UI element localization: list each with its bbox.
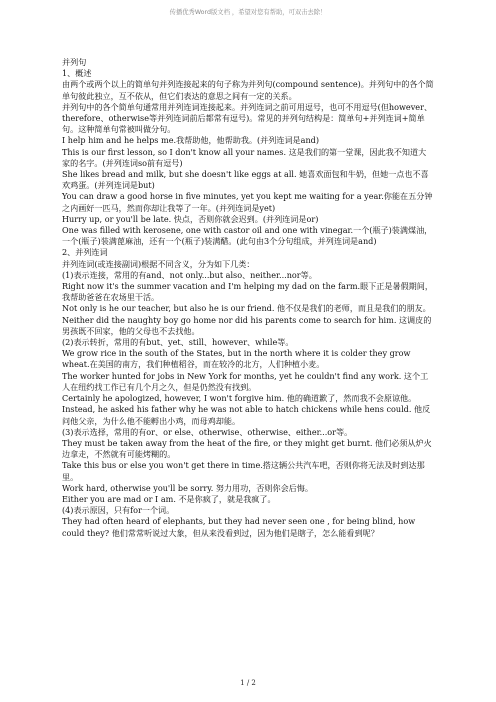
example-sentence: Work hard, otherwise you'll be sorry. 努力用功，否则你会后悔。 [62, 482, 313, 493]
paragraph: 并列连词(或连接副词)根据不同含义，分为如下几类： [62, 258, 255, 269]
subsection-heading: (3)表示选择，常用的有or、or else、otherwise、otherwise、either...or等。 [62, 426, 353, 437]
page-header-note: 传播优秀Word版文档 ，希望对您有帮助，可双击去除！ [169, 9, 327, 16]
paragraph: 并列句中的各个简单句通常用并列连词连接起来。并列连词之前可用逗号，也可不用逗号(但however、therefore、otherwise等并列连词前后都常有逗号)。常见的并列句结构是：简单句+并列连词+简单句。这种简单句常被叫做分句。 [62, 101, 433, 135]
example-sentence: Either you are mad or I am. 不是你疯了，就是我疯了。 [62, 493, 276, 504]
section-heading: 2、并列连词 [62, 247, 108, 258]
example-sentence: This is our first lesson, so I don't know all your names. 这是我们的第一堂课，因此我不知道大家的名字。(并列连词so前有逗号) [62, 146, 427, 168]
doc-title: 并列句 [62, 57, 87, 67]
example-sentence: They must be taken away from the heat of the fire, or they might get burnt. 他们必须从炉火边拿走，不然就有可能烤糊的。 [62, 437, 432, 460]
example-sentence: She likes bread and milk, but she doesn't like eggs at all. 她喜欢面包和牛奶，但她一点也不喜欢鸡蛋。(并列连词是but) [62, 169, 429, 191]
example-sentence: Not only is he our teacher, but also he is our friend. 他不仅是我们的老师，而且是我们的朋友。Neither did the naughty boy go home nor did his parents come to search for him. 这调皮的男孩既不回家，他的父母也不去找他。 [62, 303, 432, 336]
document-body [62, 57, 434, 539]
example-sentence: They had often heard of elephants, but they had never seen one , for being blind, how could they? 他们常常听说过大象，但从来没看到过，因为他们是瞎子，怎么能看到呢？ [62, 516, 416, 538]
example-sentence: Hurry up, or you'll be late. 快点，否则你就会迟到。(并列连词是or) [62, 213, 319, 224]
subsection-heading: (4)表示原因，只有for一个词。 [62, 505, 175, 516]
example-sentence: Take this bus or else you won't get there in time.搭这辆公共汽车吧，否则你将无法及时到达那里。 [62, 460, 425, 482]
example-sentence: We grow rice in the south of the States, but in the north where it is colder they grow wheat.在美国的南方，我们种植稻谷，而在较冷的北方，人们种植小麦。 [62, 348, 411, 370]
example-sentence: Instead, he asked his father why he was not able to hatch chickens while hens could. 他反问他父亲，为什么他不能孵出小鸡，而母鸡却能。 [62, 404, 431, 426]
section-heading: 1、概述 [62, 68, 92, 79]
example-sentence: Right now it's the summer vacation and I'm helping my dad on the farm.眼下正是暑假期间，我帮助爸爸在农场里干活。 [62, 281, 433, 303]
example-sentence: One was filled with kerosene, one with castor oil and one with vinegar.一个(瓶子)装满煤油，一个(瓶子)装满蓖麻油，还有一个(瓶子)装满醋。(此句由3个分句组成，并列连词是and) [62, 225, 433, 247]
example-sentence: The worker hunted for jobs in New York for months, yet he couldn't find any work. 这个工人在纽约找工作已有几个月之久，但是仍然没有找到。 [62, 370, 429, 392]
example-sentence: You can draw a good horse in five minutes, yet you kept me waiting for a year.你能在五分钟之内画好一匹马，然而你却让我等了一年。(并列连词是yet) [62, 191, 433, 213]
example-sentence: Certainly he apologized, however, I won't forgive him. 他的确道歉了，然而我不会原谅他。 [62, 393, 417, 404]
subsection-heading: (1)表示连接，常用的有and、not only...but also、neither...nor等。 [62, 269, 317, 280]
page-number: 1 / 2 [240, 679, 256, 687]
paragraph: 由两个或两个以上的简单句并列连接起来的句子称为并列句(compound sentence)。并列句中的各个简单句彼此独立，互不依从，但它们表达的意思之间有一定的关系。 [62, 79, 434, 101]
example-sentence: I help him and he helps me.我帮助他，他帮助我。(并列连词是and) [62, 135, 320, 146]
subsection-heading: (2)表示转折，常用的有but、yet、still、however、while等。 [62, 337, 294, 348]
